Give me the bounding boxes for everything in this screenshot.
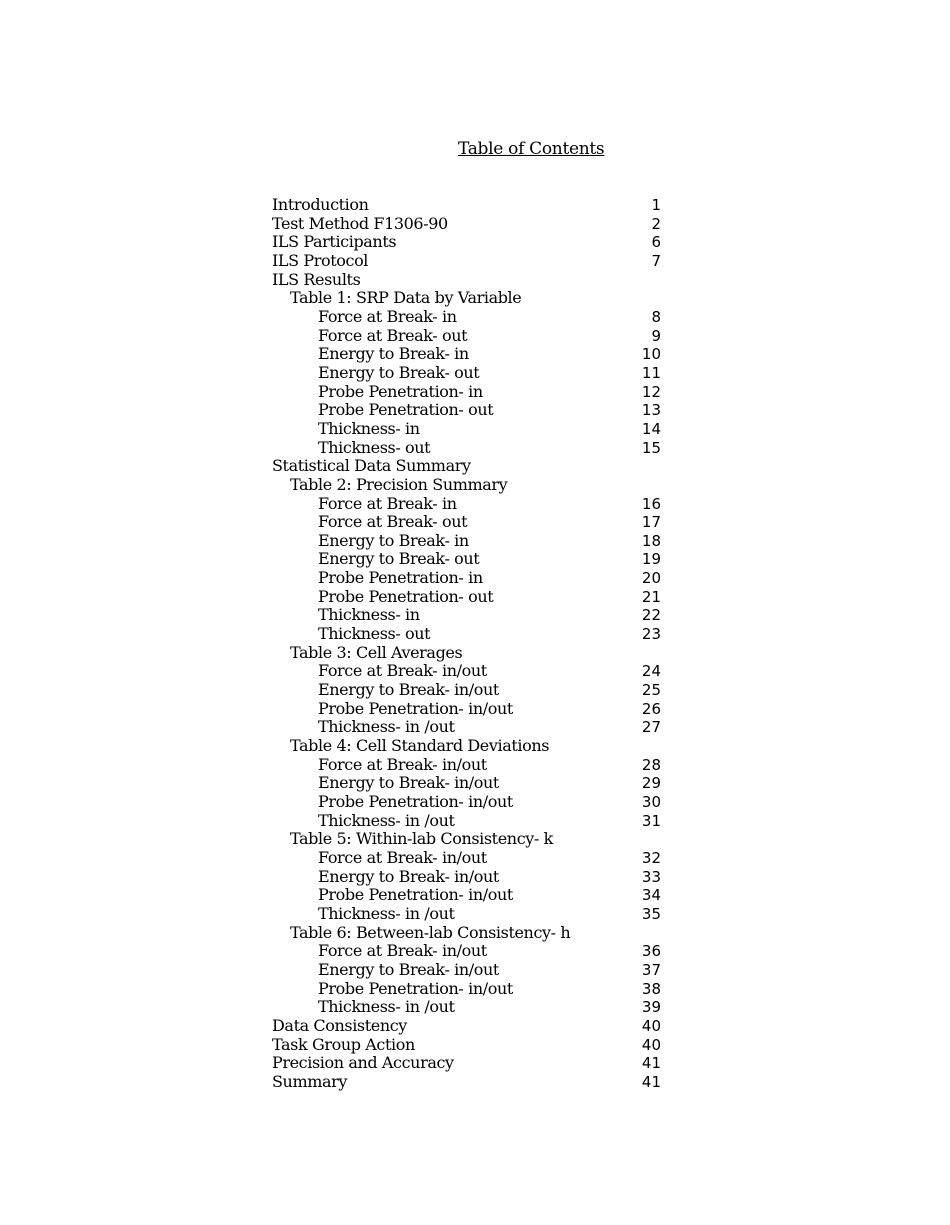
- toc-entry: [272, 215, 672, 234]
- toc-entry: [272, 439, 672, 458]
- toc-entry-page: 26: [641, 699, 661, 718]
- toc-entry-page: 25: [641, 681, 661, 700]
- toc-entry: [272, 718, 672, 737]
- toc-entry-label: Force at Break- in: [318, 306, 457, 326]
- toc-entry: [272, 327, 672, 346]
- toc-entry-label: Thickness- out: [318, 624, 431, 644]
- toc-entry-label: Test Method F1306-90: [272, 213, 448, 233]
- toc-entry-page: 21: [641, 587, 661, 606]
- toc-entry-label: Statistical Data Summary: [272, 456, 471, 476]
- toc-entry-page: 10: [641, 345, 661, 364]
- toc-entry-label: Thickness- in /out: [318, 997, 455, 1017]
- toc-entry: [272, 942, 672, 961]
- toc-entry: [272, 252, 672, 271]
- toc-entry: [272, 1073, 672, 1092]
- toc-entry-label: Thickness- out: [318, 437, 431, 457]
- toc-entry: [272, 550, 672, 569]
- toc-entry: [272, 532, 672, 551]
- toc-entry-label: Force at Break- in: [318, 493, 457, 513]
- toc-entry-label: ILS Protocol: [272, 250, 369, 270]
- toc-entry-label: Table 2: Precision Summary: [290, 474, 508, 494]
- toc-entry-page: 20: [641, 569, 661, 588]
- toc-entry-label: Probe Penetration- in/out: [318, 978, 513, 998]
- toc-entry-label: Energy to Break- in: [318, 344, 469, 364]
- toc-entry-label: Summary: [272, 1071, 348, 1091]
- toc-entry: [272, 1054, 672, 1073]
- toc-entry-page: 2: [651, 214, 661, 233]
- toc-entry-page: 14: [641, 419, 661, 438]
- toc-entry: [272, 961, 672, 980]
- toc-entry: [272, 905, 672, 924]
- toc-entry: [272, 401, 672, 420]
- toc-entry: [272, 364, 672, 383]
- toc-entry-page: 16: [641, 494, 661, 513]
- toc-entry: [272, 588, 672, 607]
- toc-entry-page: 31: [641, 811, 661, 830]
- toc-entry: [272, 998, 672, 1017]
- toc-entry-page: 29: [641, 774, 661, 793]
- toc-entry-label: Task Group Action: [272, 1034, 415, 1054]
- toc-entry: [272, 644, 672, 663]
- toc-entry-label: Thickness- in /out: [318, 903, 455, 923]
- toc-entry-label: Thickness- in: [318, 605, 420, 625]
- toc-entry-page: 40: [641, 1035, 661, 1054]
- toc-entry-page: 37: [641, 960, 661, 979]
- toc-entry-label: Energy to Break- in/out: [318, 866, 499, 886]
- toc-entry-label: Thickness- in /out: [318, 717, 455, 737]
- toc-entry-label: Force at Break- out: [318, 512, 468, 532]
- toc-entry-page: 18: [641, 531, 661, 550]
- toc-entry-label: Energy to Break- in/out: [318, 680, 499, 700]
- toc-entry: [272, 233, 672, 252]
- toc-entry: [272, 830, 672, 849]
- toc-entry-label: Probe Penetration- in/out: [318, 698, 513, 718]
- toc-entry-label: Thickness- in: [318, 418, 420, 438]
- table-of-contents: [272, 196, 672, 1092]
- toc-entry: [272, 625, 672, 644]
- toc-entry-page: 24: [641, 662, 661, 681]
- toc-entry: [272, 289, 672, 308]
- toc-entry-label: Probe Penetration- in/out: [318, 792, 513, 811]
- toc-entry: [272, 457, 672, 476]
- toc-entry-label: Energy to Break- in/out: [318, 773, 499, 793]
- toc-entry-page: 15: [641, 438, 661, 457]
- toc-entry-label: Energy to Break- in: [318, 530, 469, 550]
- toc-entry-page: 7: [651, 251, 661, 270]
- toc-entry-label: Table 3: Cell Averages: [290, 642, 463, 662]
- toc-entry-label: Probe Penetration- out: [318, 400, 494, 420]
- toc-entry: [272, 868, 672, 887]
- toc-entry-label: Probe Penetration- in: [318, 568, 483, 588]
- toc-entry: [272, 774, 672, 793]
- toc-entry-page: 19: [641, 550, 661, 569]
- toc-entry-label: Force at Break- in/out: [318, 941, 487, 961]
- toc-entry-label: Force at Break- in/out: [318, 847, 487, 867]
- toc-entry-label: Table 5: Within-lab Consistency- k: [290, 829, 553, 849]
- toc-entry-page: 9: [651, 326, 661, 345]
- toc-entry-page: 41: [641, 1054, 661, 1073]
- toc-entry-page: 41: [641, 1072, 661, 1091]
- toc-entry: [272, 383, 672, 402]
- toc-entry: [272, 681, 672, 700]
- toc-entry: [272, 1017, 672, 1036]
- toc-entry-page: 40: [641, 1016, 661, 1035]
- toc-entry-label: Probe Penetration- in: [318, 381, 483, 401]
- toc-entry: [272, 476, 672, 495]
- toc-entry: [272, 308, 672, 327]
- toc-entry: [272, 495, 672, 514]
- toc-entry-page: 27: [641, 718, 661, 737]
- toc-entry-label: Energy to Break- out: [318, 549, 480, 569]
- page-title: Table of Contents: [458, 139, 605, 159]
- toc-entry-page: 30: [641, 793, 661, 811]
- toc-entry-label: ILS Participants: [272, 232, 397, 252]
- toc-entry-label: Probe Penetration- in/out: [318, 885, 513, 905]
- toc-entry-label: Energy to Break- out: [318, 362, 480, 382]
- toc-entry: [272, 345, 672, 364]
- toc-entry-label: Table 4: Cell Standard Deviations: [290, 736, 550, 756]
- toc-entry-page: 35: [641, 904, 661, 923]
- toc-entry-page: 32: [641, 848, 661, 867]
- toc-entry-page: 39: [641, 998, 661, 1017]
- toc-entry-page: 36: [641, 942, 661, 961]
- toc-entry: [272, 1036, 672, 1055]
- toc-entry-page: 6: [651, 233, 661, 252]
- toc-entry: [272, 980, 672, 999]
- toc-entry-label: ILS Results: [272, 269, 361, 289]
- toc-entry-label: Precision and Accuracy: [272, 1053, 454, 1073]
- toc-entry-label: Thickness- in /out: [318, 810, 455, 830]
- toc-entry-page: 22: [641, 606, 661, 625]
- toc-entry-label: Table 6: Between-lab Consistency- h: [290, 922, 571, 942]
- toc-entry: [272, 606, 672, 625]
- toc-entry: [272, 886, 672, 905]
- toc-entry-label: Force at Break- in/out: [318, 661, 487, 681]
- toc-entry-label: Probe Penetration- out: [318, 586, 494, 606]
- toc-entry-page: 8: [651, 307, 661, 326]
- toc-entry-page: 38: [641, 979, 661, 998]
- toc-entry: [272, 513, 672, 532]
- toc-entry: [272, 849, 672, 868]
- toc-entry-label: Data Consistency: [272, 1015, 407, 1035]
- toc-entry: [272, 924, 672, 943]
- toc-entry: [272, 793, 672, 812]
- toc-entry-page: 1: [651, 196, 661, 214]
- toc-entry-label: Introduction: [272, 195, 369, 214]
- toc-entry-page: 23: [641, 625, 661, 644]
- toc-entry: [272, 812, 672, 831]
- toc-entry-label: Force at Break- in/out: [318, 754, 487, 774]
- toc-entry: [272, 271, 672, 290]
- toc-entry: [272, 569, 672, 588]
- toc-entry-label: Energy to Break- in/out: [318, 959, 499, 979]
- toc-entry-page: 12: [641, 382, 661, 401]
- toc-entry: [272, 737, 672, 756]
- toc-entry: [272, 700, 672, 719]
- toc-entry: [272, 196, 672, 215]
- toc-entry-page: 28: [641, 755, 661, 774]
- toc-entry: [272, 756, 672, 775]
- toc-entry-page: 11: [641, 363, 661, 382]
- toc-entry-page: 13: [641, 401, 661, 420]
- toc-entry-page: 17: [641, 513, 661, 532]
- toc-entry: [272, 420, 672, 439]
- toc-entry-page: 34: [641, 886, 661, 905]
- toc-entry-label: Table 1: SRP Data by Variable: [290, 288, 522, 308]
- toc-entry: [272, 662, 672, 681]
- toc-entry-page: 33: [641, 867, 661, 886]
- toc-entry-label: Force at Break- out: [318, 325, 468, 345]
